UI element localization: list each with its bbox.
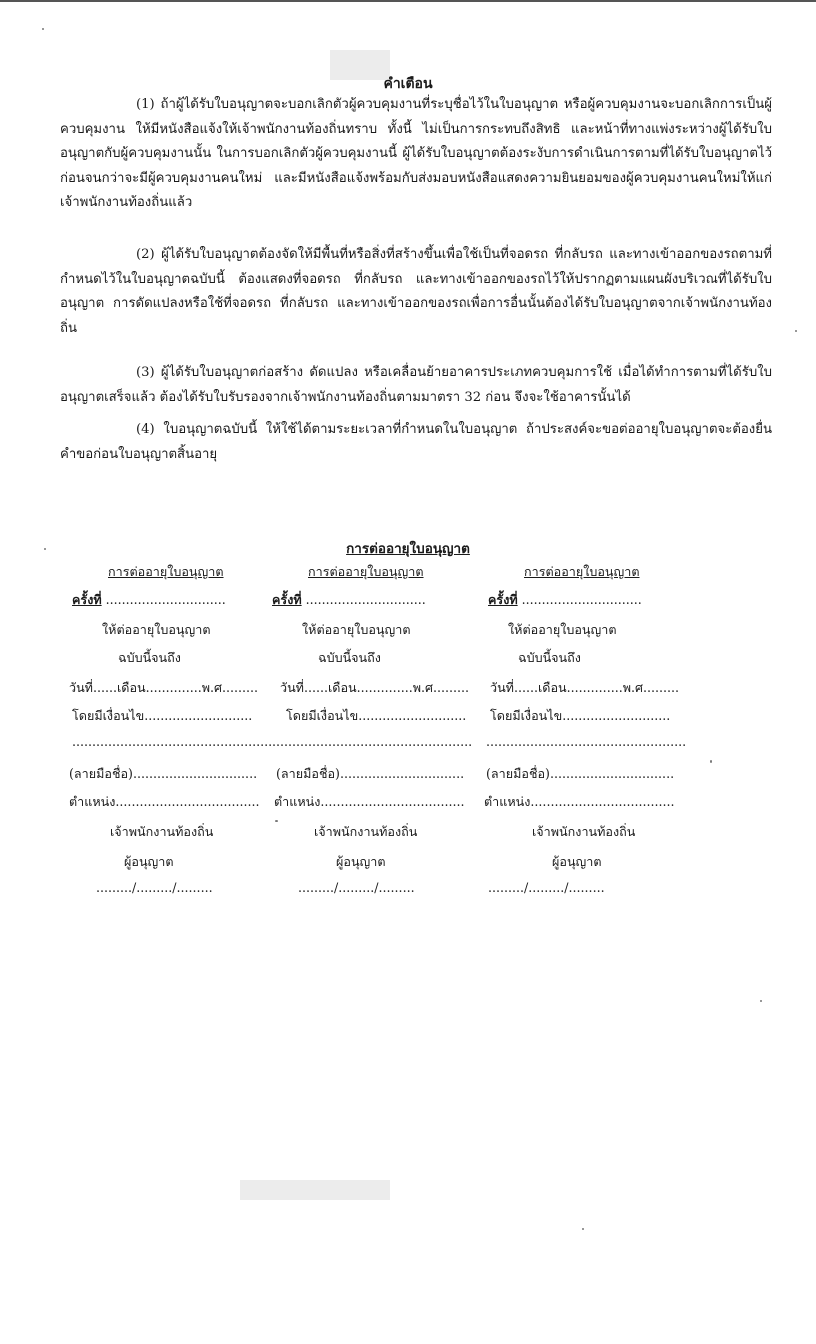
times-label: ครั้งที่ (272, 592, 302, 607)
warning-item-3 (60, 361, 772, 410)
renewal-title: การต่ออายุใบอนุญาต (346, 541, 470, 557)
scan-speck (582, 1228, 584, 1230)
officer-title: เจ้าพนักงานท้องถิ่น (110, 824, 214, 839)
renew-text: ให้ต่ออายุใบอนุญาต (302, 622, 411, 637)
blank-line: .................................................. (72, 734, 273, 749)
times-row (72, 590, 226, 610)
date-short: ........./........./......... (96, 880, 213, 895)
date-line: วันที่......เดือน..............พ.ศ......... (280, 680, 470, 695)
authorizer-title: ผู้อนุญาต (124, 854, 174, 869)
scan-speck (42, 28, 44, 30)
column-heading: การต่ออายุใบอนุญาต (308, 564, 424, 579)
column-heading: การต่ออายุใบอนุญาต (524, 564, 640, 579)
renew-text: ให้ต่ออายุใบอนุญาต (508, 622, 617, 637)
times-row (488, 590, 642, 610)
scan-speck (710, 760, 712, 763)
times-value: .............................. (521, 592, 642, 607)
renew-text: ให้ต่ออายุใบอนุญาต (102, 622, 211, 637)
warning-item-2-text: (2) ผู้ได้รับใบอนุญาตต้องจัดให้มีพื้นที่หรือสิ่งที่สร้างขึ้นเพื่อใช้เป็นที่จอดรถ ที่กลับรถ และทางเข้าออกของรถตามที่กำหนดไว้ในใบอนุญาตฉบับนี้ ต้องแสดงที่จอดรถ ที่กลับรถ และทางเข้าออกของรถไว้ให้ปรากฏตามแผนผังบริเวณที่ได้รับใบอนุญาต การดัดแปลงหรือใช้ที่จอดรถ ที่กลับรถ และทางเข้าออกของรถเพื่อการอื่นนั้นต้องได้รับใบอนุญาตจากเจ้าพนักงานท้องถิ่น (60, 247, 772, 336)
warning-item-4 (60, 418, 772, 467)
authorizer-title: ผู้อนุญาต (552, 854, 602, 869)
condition-line: โดยมีเงื่อนไข........................... (490, 708, 671, 723)
times-row (272, 590, 426, 610)
authorizer-title: ผู้อนุญาต (336, 854, 386, 869)
date-line: วันที่......เดือน..............พ.ศ......... (69, 680, 259, 695)
position-line: ตำแหน่ง.................................... (69, 794, 260, 809)
date-line: วันที่......เดือน..............พ.ศ......... (490, 680, 680, 695)
until-text: ฉบับนี้จนถึง (318, 650, 381, 665)
warning-item-1-text: (1) ถ้าผู้ได้รับใบอนุญาตจะบอกเลิกตัวผู้ควบคุมงานที่ระบุชื่อไว้ในใบอนุญาต หรือผู้ควบคุมงานจะบอกเลิกการเป็นผู้ควบคุมงาน ให้มีหนังสือแจ้งให้เจ้าพนักงานท้องถิ่นทราบ ทั้งนี้ ไม่เป็นการกระทบถึงสิทธิ และหน้าที่ทางแพ่งระหว่างผู้ได้รับใบอนุญาตกับผู้ควบคุมงานนั้น ในการบอกเลิกตัวผู้ควบคุมงานนี้ ผู้ได้รับใบอนุญาตต้องระงับการดำเนินการตามที่ได้รับใบอนุญาตไว้ก่อนจนกว่าจะมีผู้ควบคุมงานคนใหม่ และมีหนังสือแจ้งพร้อมกับส่งมอบหนังสือแสดงความยินยอมของผู้ควบคุมงานคนใหม่ให้แก่เจ้าพนักงานท้องถิ่นแล้ว (60, 97, 772, 210)
date-short: ........./........./......... (488, 880, 605, 895)
warning-item-3-text: (3) ผู้ได้รับใบอนุญาตก่อสร้าง ดัดแปลง หรือเคลื่อนย้ายอาคารประเภทควบคุมการใช้ เมื่อได้ทำการตามที่ได้รับใบอนุญาตเสร็จแล้ว ต้องได้รับใบรับรองจากเจ้าพนักงานท้องถิ่นตามมาตรา 32 ก่อน จึงจะใช้อาคารนั้นได้ (60, 365, 772, 405)
position-line: ตำแหน่ง.................................... (484, 794, 675, 809)
times-label: ครั้งที่ (488, 592, 518, 607)
signature-line: (ลายมือชื่อ)............................... (276, 766, 465, 781)
signature-line: (ลายมือชื่อ)............................... (486, 766, 675, 781)
warning-item-1 (60, 93, 772, 216)
scan-speck (760, 1000, 762, 1002)
scan-smudge (240, 1180, 390, 1200)
condition-line: โดยมีเงื่อนไข........................... (72, 708, 253, 723)
warning-title: คำเตือน (383, 76, 433, 92)
scan-speck (795, 330, 797, 332)
column-heading: การต่ออายุใบอนุญาต (108, 564, 224, 579)
times-value: .............................. (305, 592, 426, 607)
times-label: ครั้งที่ (72, 592, 102, 607)
blank-line: .................................................. (272, 734, 473, 749)
officer-title: เจ้าพนักงานท้องถิ่น (532, 824, 636, 839)
date-short: ........./........./......... (298, 880, 415, 895)
signature-line: (ลายมือชื่อ)............................... (69, 766, 258, 781)
blank-line: .................................................. (486, 734, 687, 749)
warning-item-4-text: (4) ใบอนุญาตฉบับนี้ ให้ใช้ได้ตามระยะเวลาที่กำหนดในใบอนุญาต ถ้าประสงค์จะขอต่ออายุใบอนุญาตจะต้องยื่นคำขอก่อนใบอนุญาตสิ้นอายุ (60, 422, 772, 462)
warning-item-2 (60, 243, 772, 341)
scan-top-edge (0, 0, 816, 2)
until-text: ฉบับนี้จนถึง (518, 650, 581, 665)
position-line: ตำแหน่ง.................................... (274, 794, 465, 809)
condition-line: โดยมีเงื่อนไข........................... (286, 708, 467, 723)
times-value: .............................. (105, 592, 226, 607)
scan-speck (275, 820, 278, 822)
until-text: ฉบับนี้จนถึง (118, 650, 181, 665)
officer-title: เจ้าพนักงานท้องถิ่น (314, 824, 418, 839)
